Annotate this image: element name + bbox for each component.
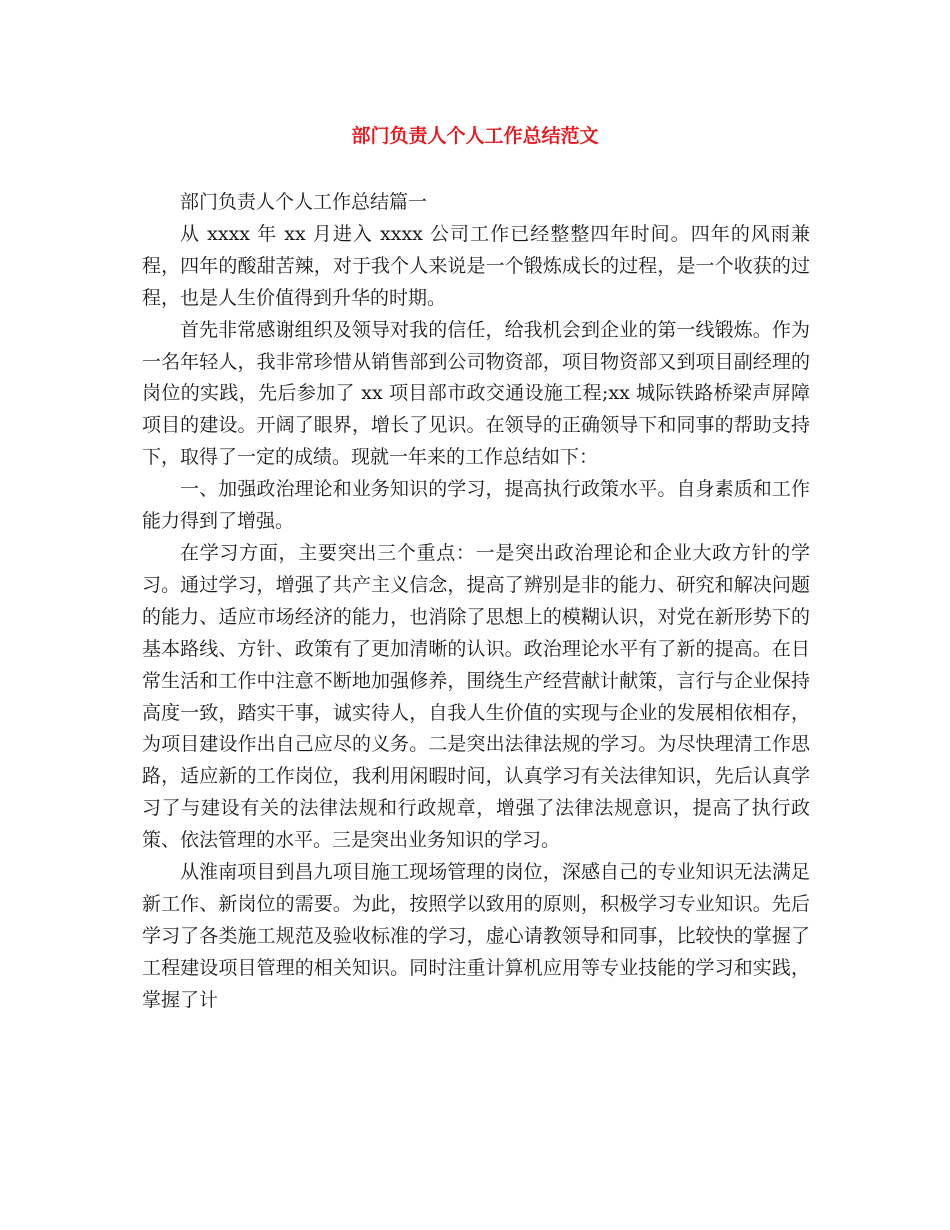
- paragraph: 首先非常感谢组织及领导对我的信任，给我机会到企业的第一线锻炼。作为一名年轻人，我非常珍惜从销售部到公司物资部，项目物资部又到项目副经理的岗位的实践，先后参加了 xx 项目部市政交通设施工程;xx 城际铁路桥梁声屏障项目的建设。开阔了眼界，增长了见识。在领导的正确领导下和同事的帮助支持下，取得了一定的成绩。现就一年来的工作总结如下：: [142, 318, 810, 469]
- document-title: 部门负责人个人工作总结范文: [351, 125, 599, 147]
- paragraph: 在学习方面，主要突出三个重点：一是突出政治理论和企业大政方针的学习。通过学习，增强了共产主义信念，提高了辨别是非的能力、研究和解决问题的能力、适应市场经济的能力，也消除了思想上的模糊认识，对党在新形势下的基本路线、方针、政策有了更加清晰的认识。政治理论水平有了新的提高。在日常生活和工作中注意不断地加强修养，围绕生产经营献计献策，言行与企业保持高度一致，踏实干事，诚实待人，自我人生价值的实现与企业的发展相依相存，为项目建设作出自己应尽的义务。二是突出法律法规的学习。为尽快理清工作思路，适应新的工作岗位，我利用闲暇时间，认真学习有关法律知识，先后认真学习了与建设有关的法律法规和行政规章，增强了法律法规意识，提高了执行政策、依法管理的水平。三是突出业务知识的学习。: [142, 541, 810, 852]
- section-heading: 部门负责人个人工作总结篇一: [180, 191, 428, 213]
- paragraph: 从 xxxx 年 xx 月进入 xxxx 公司工作已经整整四年时间。四年的风雨兼程，四年的酸甜苦辣，对于我个人来说是一个锻炼成长的过程，是一个收获的过程，也是人生价值得到升华的时期。: [142, 222, 810, 309]
- paragraph: 从淮南项目到昌九项目施工现场管理的岗位，深感自己的专业知识无法满足新工作、新岗位的需要。为此，按照学以致用的原则，积极学习专业知识。先后学习了各类施工规范及验收标准的学习，虚心请教领导和同事，比较快的掌握了工程建设项目管理的相关知识。同时注重计算机应用等专业技能的学习和实践，掌握了计: [142, 861, 810, 1011]
- document-body: [142, 187, 810, 1017]
- paragraph: 一、加强政治理论和业务知识的学习，提高执行政策水平。自身素质和工作能力得到了增强。: [142, 478, 810, 533]
